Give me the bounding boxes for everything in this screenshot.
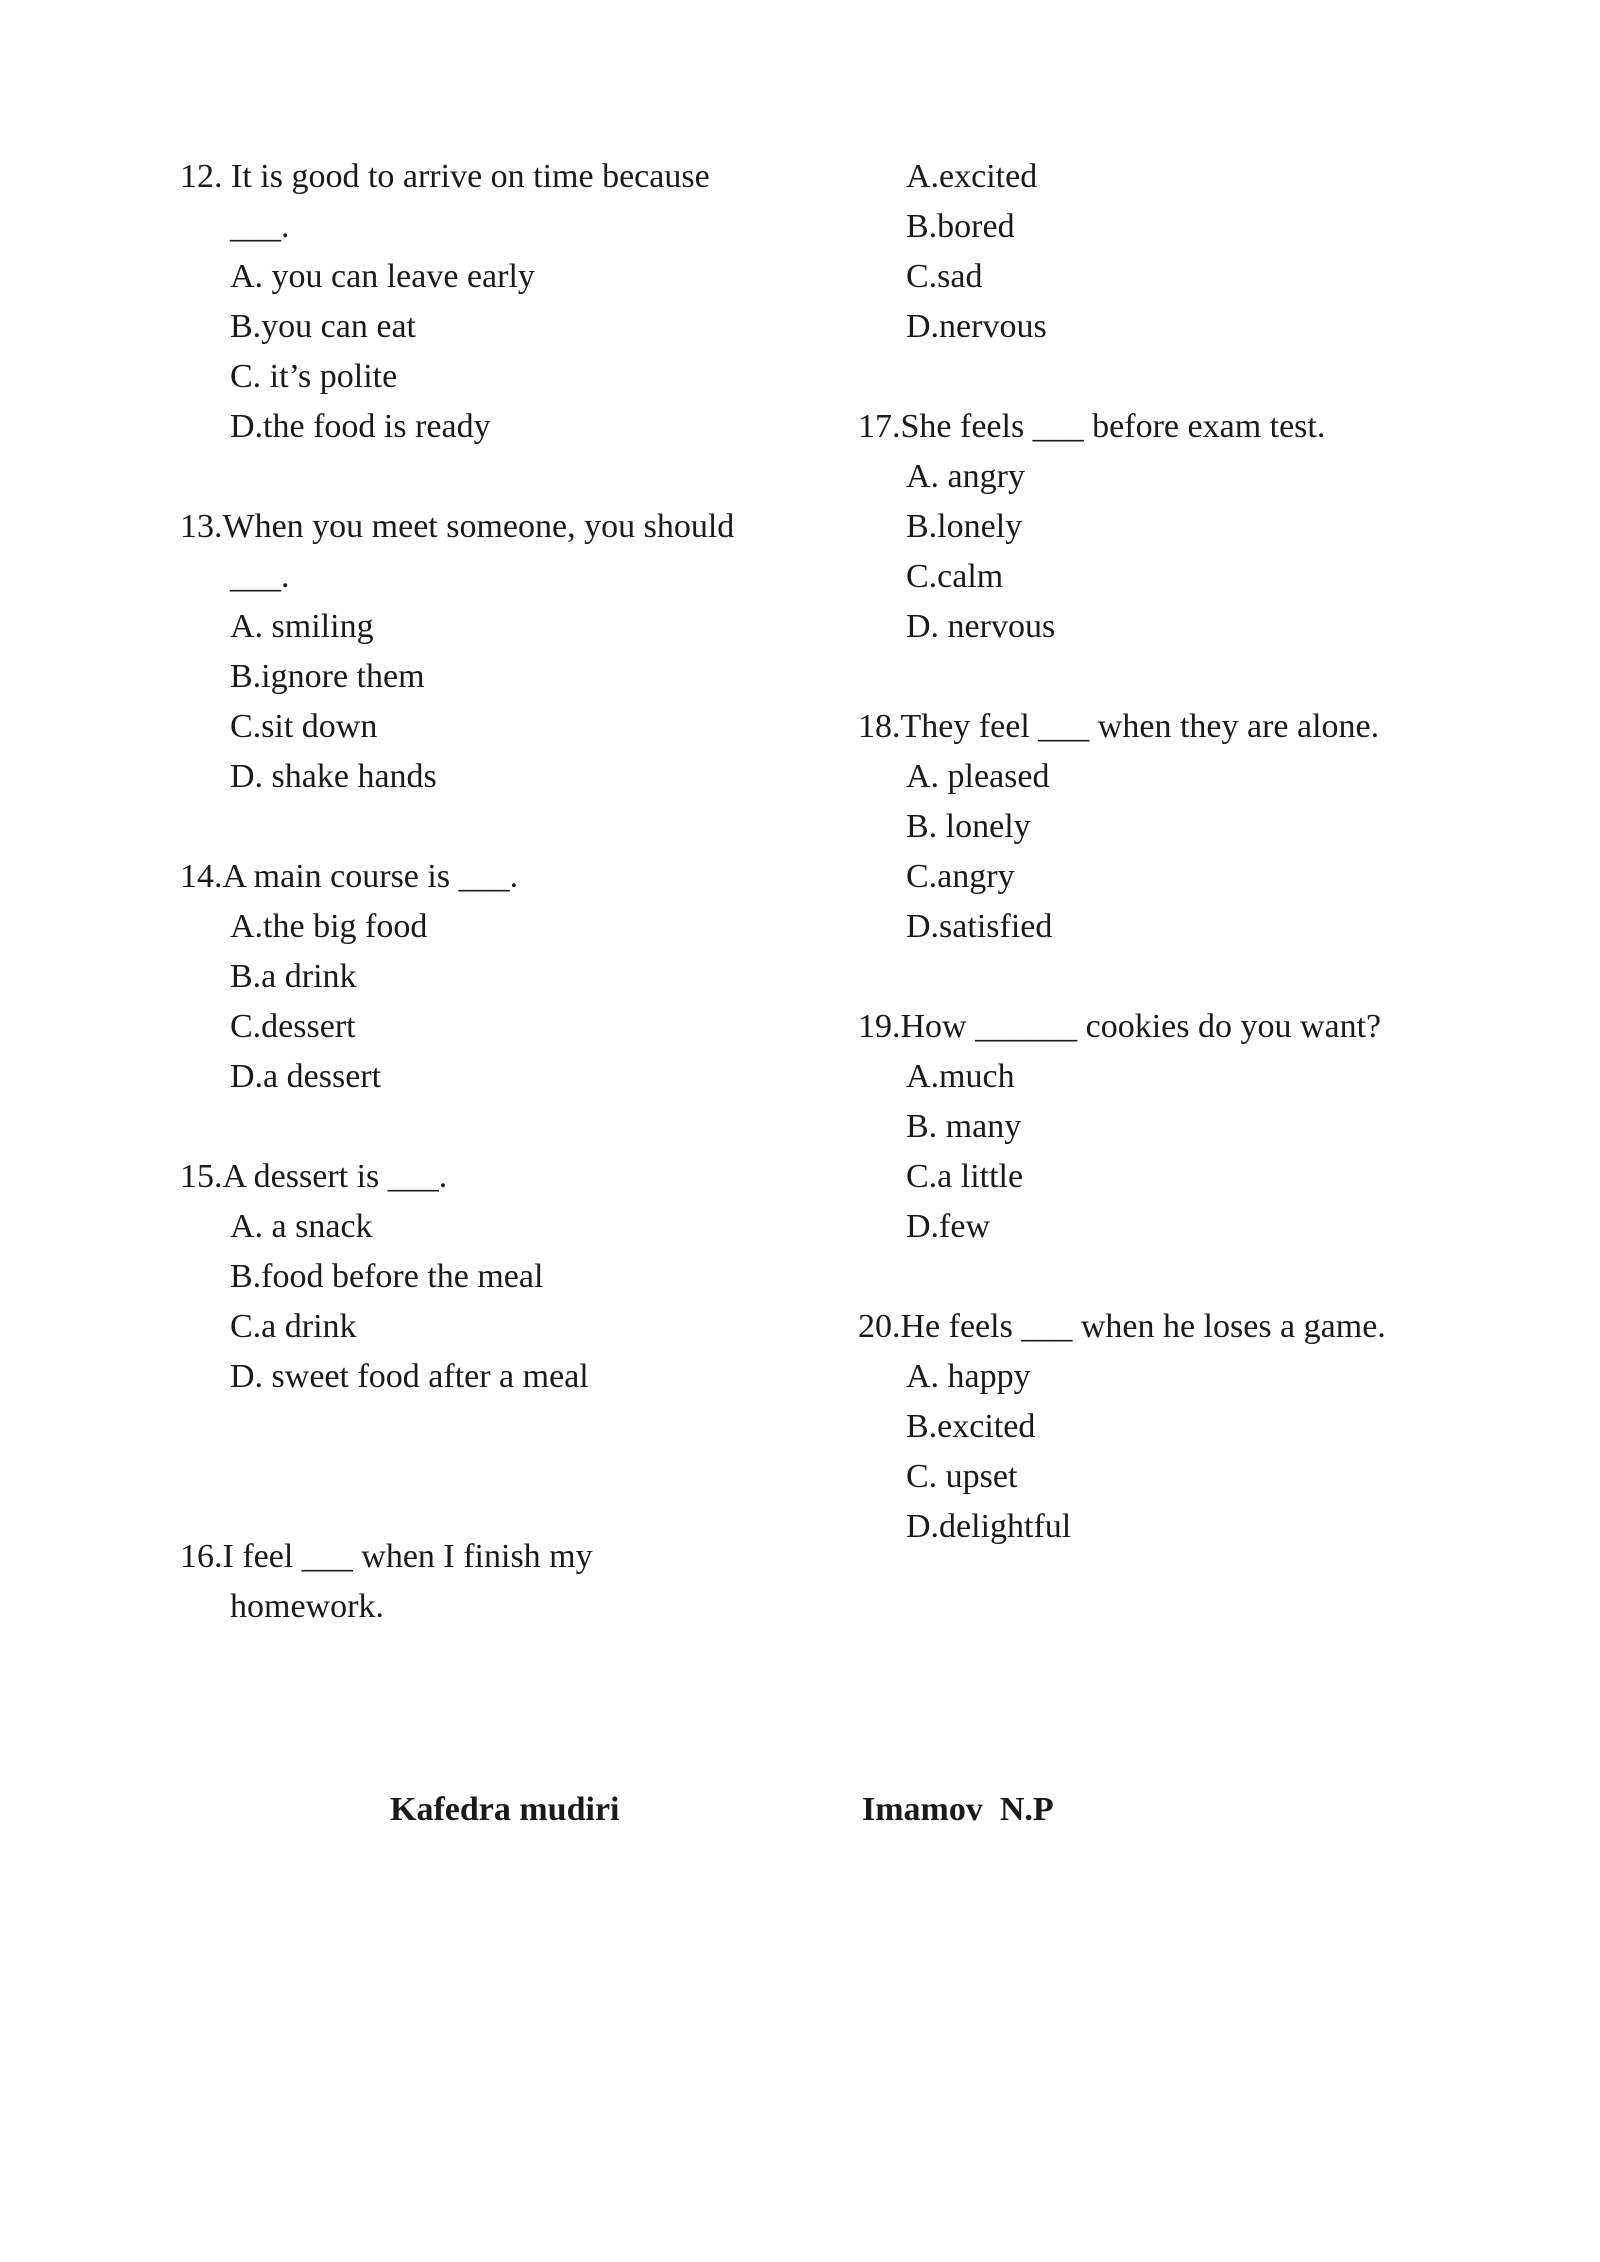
option-a: A. you can leave early: [230, 258, 535, 295]
option-d: D.satisfied: [906, 908, 1053, 945]
option-b: B.excited: [906, 1408, 1036, 1445]
option-a: A. a snack: [230, 1208, 373, 1245]
option-c: C. it’s polite: [230, 358, 398, 395]
option-d: D.nervous: [906, 308, 1047, 345]
question-15-stem: [180, 1152, 820, 1202]
option-b: B.food before the meal: [230, 1258, 544, 1295]
question-16-options: [858, 152, 1558, 352]
option-d: D.the food is ready: [230, 408, 491, 445]
question-18-stem: [858, 702, 1558, 752]
question-number: 13.: [180, 508, 223, 545]
question-17: [858, 402, 1558, 652]
option-d: D.delightful: [906, 1508, 1072, 1545]
signature-title: Kafedra mudiri: [390, 1791, 620, 1828]
question-text: How ______ cookies do you want?: [900, 1008, 1382, 1045]
question-16: [180, 1532, 820, 1632]
question-number: 14.: [180, 858, 223, 895]
question-number: 18.: [858, 708, 901, 745]
option-b: B.bored: [906, 208, 1015, 245]
question-text: A main course is ___.: [222, 858, 519, 895]
question-16-stem: [180, 1532, 820, 1582]
left-column: [180, 152, 820, 1632]
option-a: A.excited: [906, 158, 1038, 195]
question-18: [858, 702, 1558, 952]
question-text: It is good to arrive on time because: [222, 158, 710, 195]
option-c: C.calm: [906, 558, 1004, 595]
question-14: [180, 852, 820, 1102]
question-text: He feels ___ when he loses a game.: [900, 1308, 1386, 1345]
option-c: C.a little: [906, 1158, 1024, 1195]
option-b: B.a drink: [230, 958, 357, 995]
option-b: B. lonely: [906, 808, 1031, 845]
option-c: C.sit down: [230, 708, 378, 745]
option-c: C.angry: [906, 858, 1015, 895]
question-number: 16.: [180, 1538, 223, 1575]
question-number: 19.: [858, 1008, 901, 1045]
question-text: She feels ___ before exam test.: [900, 408, 1326, 445]
option-b: B. many: [906, 1108, 1022, 1145]
question-12-blank: ___.: [230, 208, 290, 245]
question-17-stem: [858, 402, 1558, 452]
question-number: 20.: [858, 1308, 901, 1345]
question-12: [180, 152, 820, 452]
question-text: When you meet someone, you should: [222, 508, 735, 545]
question-number: 17.: [858, 408, 901, 445]
question-20-stem: [858, 1302, 1558, 1352]
option-d: D. sweet food after a meal: [230, 1358, 589, 1395]
question-text: They feel ___ when they are alone.: [900, 708, 1380, 745]
question-text: A dessert is ___.: [222, 1158, 448, 1195]
option-b: B.lonely: [906, 508, 1023, 545]
option-a: A.the big food: [230, 908, 428, 945]
question-15: [180, 1152, 820, 1402]
option-c: C. upset: [906, 1458, 1018, 1495]
option-c: C.dessert: [230, 1008, 356, 1045]
signature-name: Imamov N.P: [862, 1791, 1054, 1828]
question-13: [180, 502, 820, 802]
question-14-stem: [180, 852, 820, 902]
question-12-stem: [180, 152, 820, 202]
option-a: A. smiling: [230, 608, 374, 645]
option-c: C.a drink: [230, 1308, 357, 1345]
option-d: D. shake hands: [230, 758, 437, 795]
question-number: 12.: [180, 158, 223, 195]
option-d: D. nervous: [906, 608, 1056, 645]
option-d: D.few: [906, 1208, 991, 1245]
question-20: [858, 1302, 1558, 1552]
question-13-stem: [180, 502, 820, 552]
question-19: [858, 1002, 1558, 1252]
question-text: I feel ___ when I finish my: [222, 1538, 593, 1575]
question-16-continuation: homework.: [230, 1588, 384, 1625]
option-b: B.ignore them: [230, 658, 425, 695]
question-number: 15.: [180, 1158, 223, 1195]
option-a: A.much: [906, 1058, 1015, 1095]
option-c: C.sad: [906, 258, 983, 295]
option-a: A. happy: [906, 1358, 1031, 1395]
option-a: A. angry: [906, 458, 1025, 495]
option-a: A. pleased: [906, 758, 1050, 795]
option-d: D.a dessert: [230, 1058, 382, 1095]
right-column: [858, 152, 1558, 1552]
question-13-blank: ___.: [230, 558, 290, 595]
option-b: B.you can eat: [230, 308, 416, 345]
question-19-stem: [858, 1002, 1558, 1052]
